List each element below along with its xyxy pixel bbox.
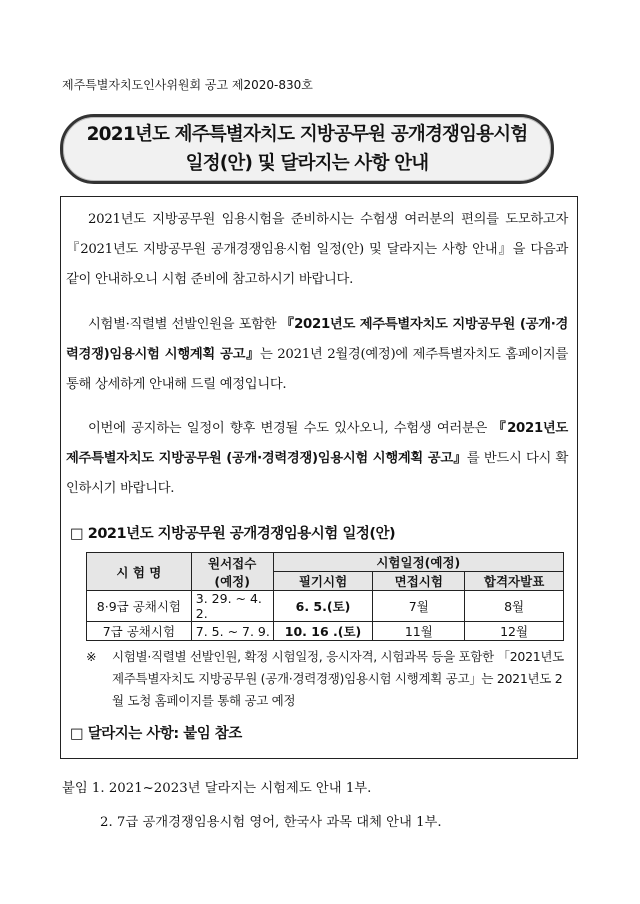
paragraph-plan-notice-text-a: 시험별·직렬별 선발인원을 포함한 xyxy=(88,317,281,332)
cell-exam-name: 8·9급 공채시험 xyxy=(87,591,192,622)
title-line-2: 일정(안) 및 달라지는 사항 안내 xyxy=(185,153,429,174)
paragraph-intro: 2021년도 지방공무원 임용시험을 준비하시는 수험생 여러분의 편의를 도모하고자 『2021년도 지방공무원 공개경쟁임용시험 일정(안) 및 달라지는 사항 안내』을 다음과 같이 안내하오니 시험 준비에 참고하시기 바랍니다. xyxy=(66,212,568,287)
plan-notice-title: 『2021년도 제주특별자치도 지방공무원 (공개·경력경쟁)임용시험 시행계획 공고』 xyxy=(66,317,568,362)
cell-result: 12월 xyxy=(465,622,564,641)
cell-written: 6. 5.(토) xyxy=(273,591,373,622)
paragraph-plan-notice-text-c: 는 2021년 2월경(예정)에 제주특별자치도 홈페이지를 통해 상세하게 안내해 드릴 예정입니다. xyxy=(66,347,568,392)
attachment-1: 붙임 1. 2021~2023년 달라지는 시험제도 안내 1부. xyxy=(62,781,372,796)
paragraph-check-text-a: 이번에 공지하는 일정이 향후 변경될 수도 있사오니, 수험생 여러분은 xyxy=(88,421,493,436)
note-text: 시험별·직렬별 선발인원, 확정 시험일정, 응시자격, 시험과목 등을 포함한 「2021년도 제주특별자치도 지방공무원 (공개·경력경쟁)임용시험 시행계획 공고」는 2021년도 2월 도청 홈페이지를 통해 공고 예정 xyxy=(112,649,564,708)
paragraph-check-notice xyxy=(66,414,568,504)
section-schedule-heading: □ 2021년도 지방공무원 공개경쟁임용시험 일정(안) xyxy=(70,526,396,542)
check-notice-title: 『2021년도 제주특별자치도 지방공무원 (공개·경력경쟁)임용시험 시행계획 공고』 xyxy=(66,421,568,466)
header-exam-name: 시 험 명 xyxy=(87,553,192,591)
notice-number: 제주특별자치도인사위원회 공고 제2020-830호 xyxy=(62,78,313,92)
table-row xyxy=(87,622,564,641)
cell-application: 7. 5. ~ 7. 9. xyxy=(191,622,273,641)
paragraph-plan-notice xyxy=(66,310,568,400)
header-application xyxy=(191,553,273,591)
section-changes-heading: □ 달라지는 사항: 붙임 참조 xyxy=(70,726,242,742)
cell-written: 10. 16 .(토) xyxy=(273,622,373,641)
attachment-2: 2. 7급 공개경쟁임용시험 영어, 한국사 과목 대체 안내 1부. xyxy=(100,815,442,830)
header-schedule: 시험일정(예정) xyxy=(273,553,563,572)
header-application-sub: (예정) xyxy=(214,573,250,589)
schedule-table xyxy=(86,552,564,641)
header-application-label: 원서접수 xyxy=(208,555,257,571)
paragraph-check-text-c: 를 반드시 다시 확인하시기 바랍니다. xyxy=(66,451,569,496)
cell-exam-name: 7급 공채시험 xyxy=(87,622,192,641)
cell-interview: 7월 xyxy=(373,591,465,622)
table-header-row xyxy=(87,553,564,572)
schedule-note xyxy=(86,646,572,712)
cell-result: 8월 xyxy=(465,591,564,622)
table-row xyxy=(87,591,564,622)
header-interview: 면접시험 xyxy=(373,572,465,591)
header-written: 필기시험 xyxy=(273,572,373,591)
title-banner xyxy=(60,114,554,184)
cell-application: 3. 29. ~ 4. 2. xyxy=(191,591,273,622)
cell-interview: 11월 xyxy=(373,622,465,641)
note-mark: ※ xyxy=(86,649,97,664)
header-result: 합격자발표 xyxy=(465,572,564,591)
title-line-1: 2021년도 제주특별자치도 지방공무원 공개경쟁임용시험 xyxy=(86,124,528,145)
